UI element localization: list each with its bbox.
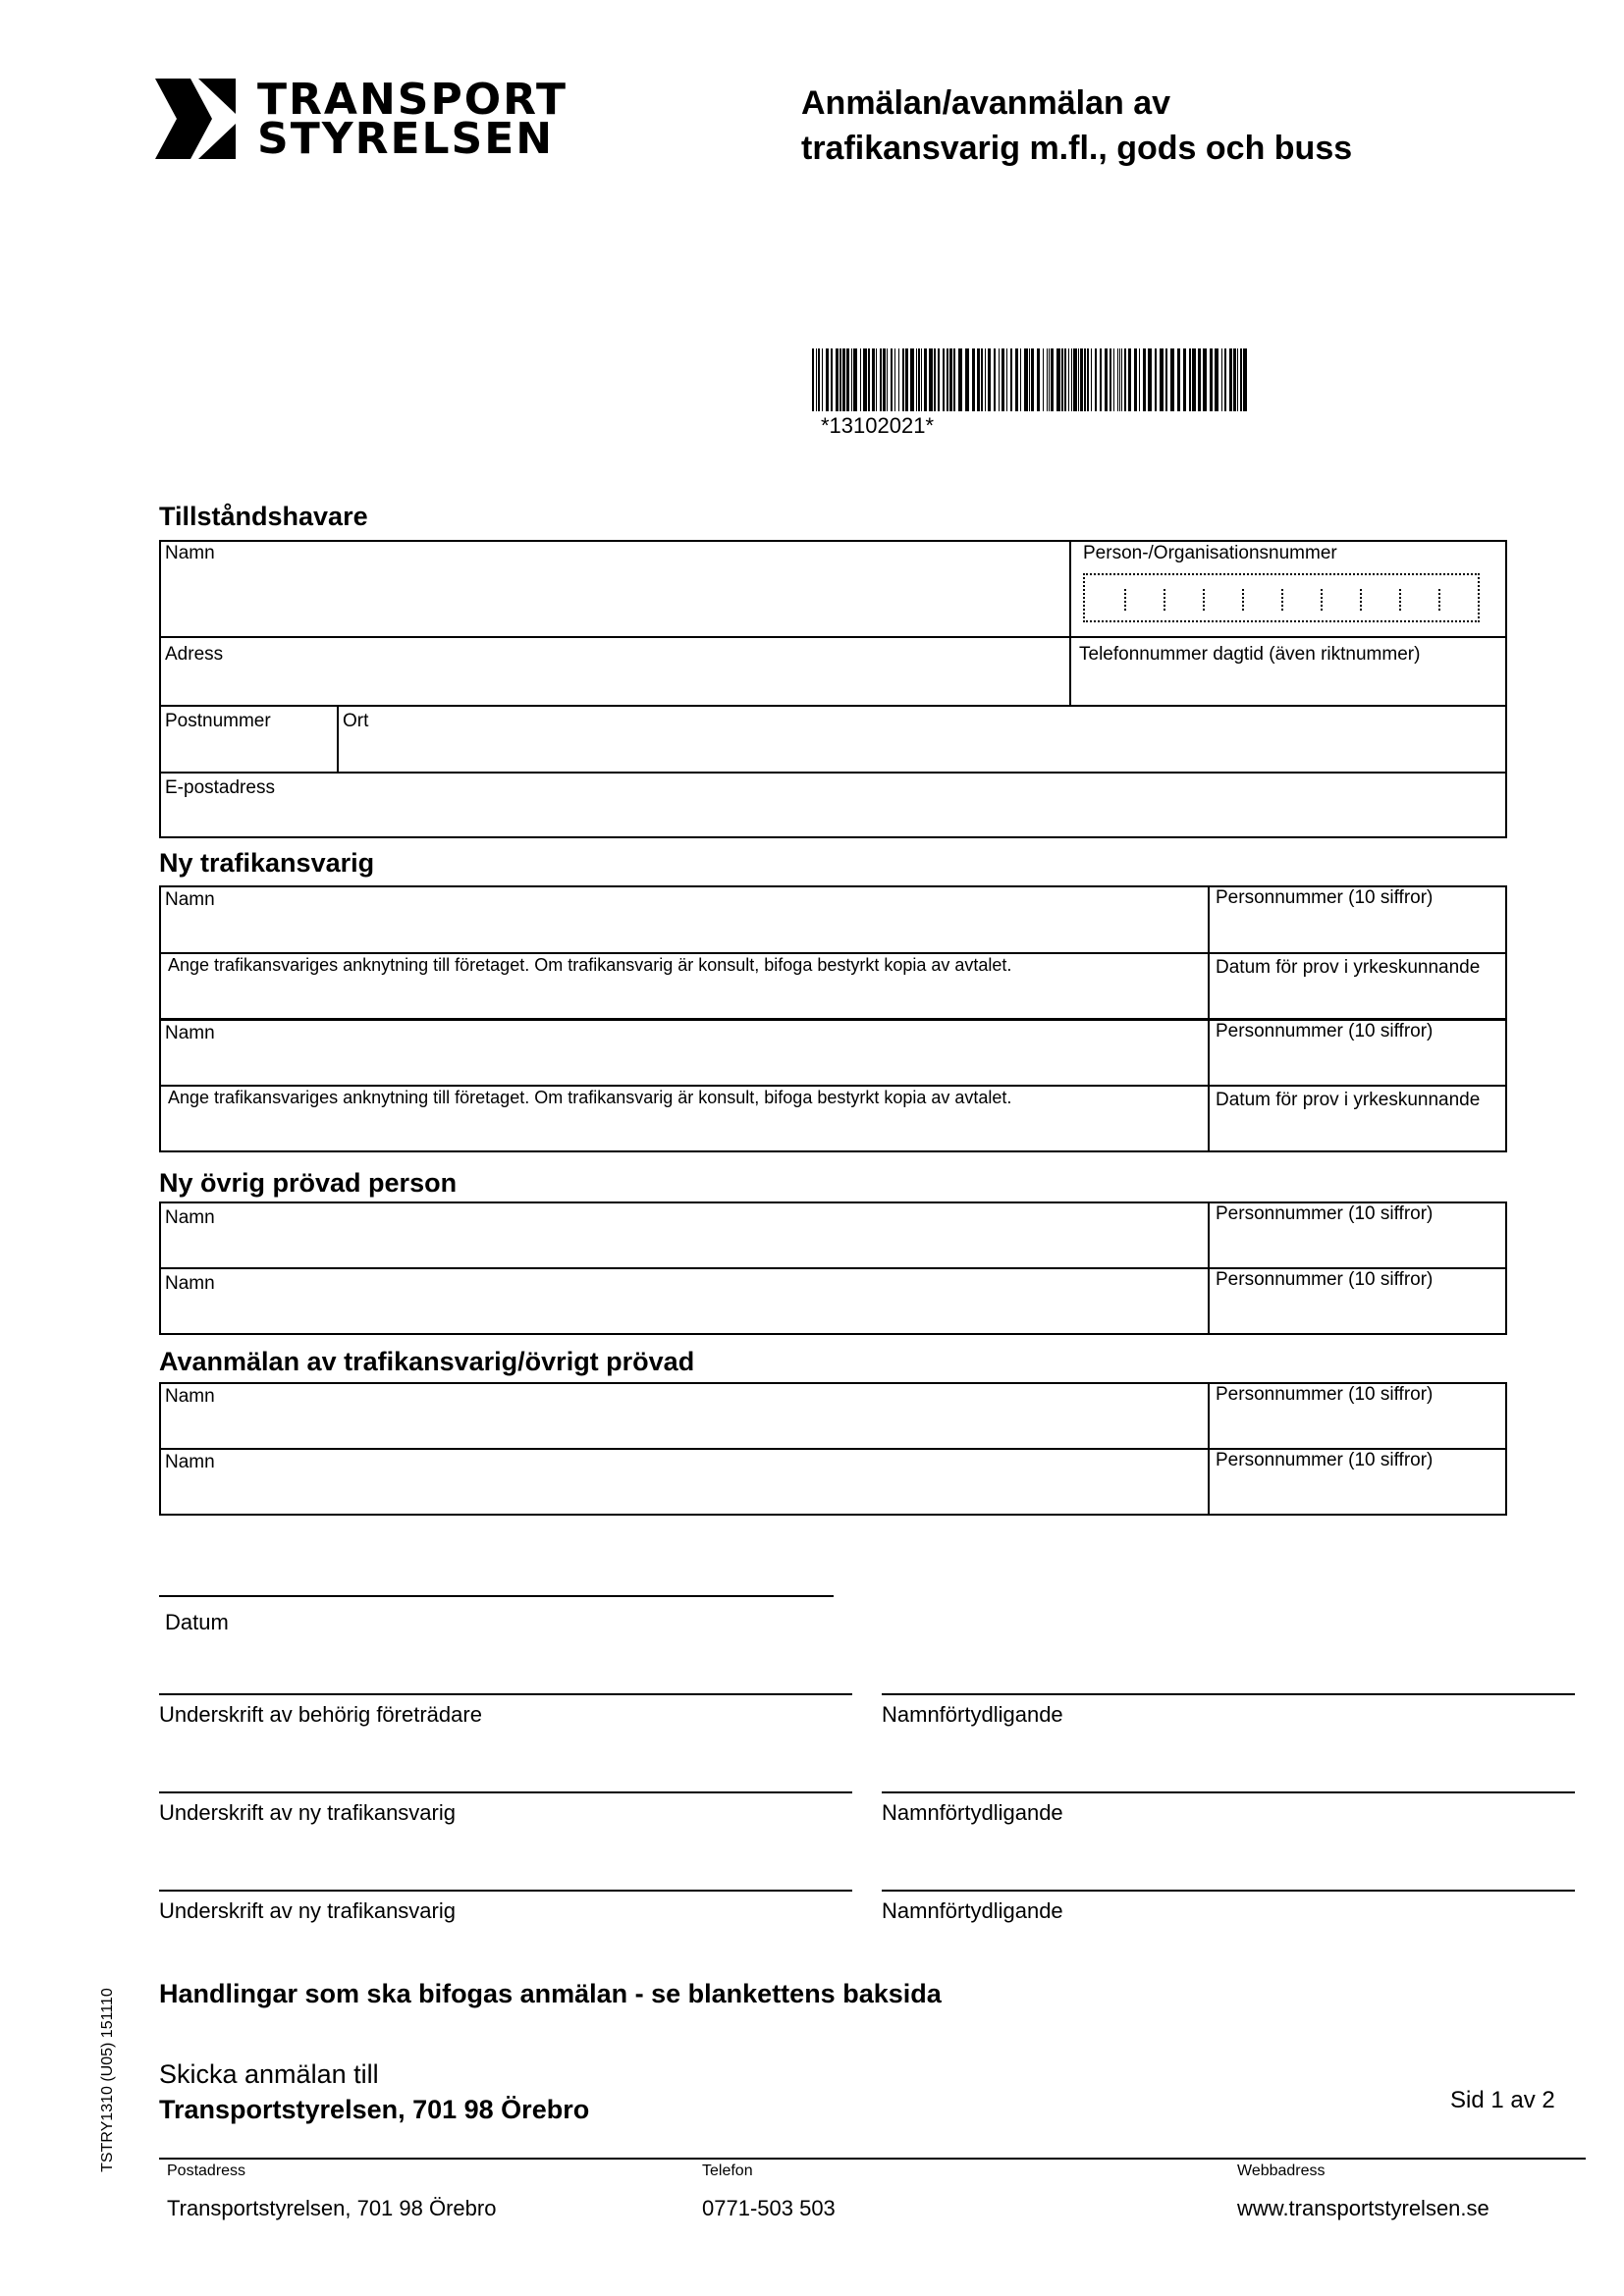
section-title-ny-trafikansvarig: Ny trafikansvarig xyxy=(159,848,375,878)
form-code: TSTRY1310 (U05) 151110 xyxy=(99,1988,116,2172)
postadress-value: Transportstyrelsen, 701 98 Örebro xyxy=(167,2196,497,2220)
webbadress-label: Webbadress xyxy=(1237,2163,1326,2179)
organisationsnummer-field[interactable] xyxy=(1071,542,1505,636)
digit-separator xyxy=(1164,589,1165,611)
avanmalan-1-personnummer-label: Personnummer (10 siffror) xyxy=(1216,1384,1434,1405)
form-title-line1: Anmälan/avanmälan av xyxy=(801,84,1171,122)
ny-ovrig-1-namn-label: Namn xyxy=(165,1207,215,1228)
ny-trafikansvarig-1-anknytning-field[interactable] xyxy=(161,954,1208,1018)
namn-label: Namn xyxy=(165,543,215,563)
ny-trafikansvarig-1-datum-prov-field[interactable] xyxy=(1210,954,1505,1018)
ny-ovrig-2-namn-label: Namn xyxy=(165,1273,215,1294)
ny-trafikansvarig-2-anknytning-label: Ange trafikansvariges anknytning till företaget. Om trafikansvarig är konsult, bifoga bestyrkt kopia av avtalet. xyxy=(168,1088,1012,1107)
telefon-field[interactable] xyxy=(1071,638,1505,705)
avanmalan-2-personnummer-label: Personnummer (10 siffror) xyxy=(1216,1450,1434,1470)
organisationsnummer-label: Person-/Organisationsnummer xyxy=(1083,543,1337,563)
namnfortydligande-1-line[interactable] xyxy=(882,1693,1575,1695)
handlingar-note: Handlingar som ska bifogas anmälan - se blankettens baksida xyxy=(159,1979,942,2008)
namnfortydligande-2-label: Namnförtydligande xyxy=(882,1800,1063,1825)
ny-ovrig-2-personnummer-field[interactable] xyxy=(1210,1269,1505,1333)
ny-trafikansvarig-2-datum-prov-label: Datum för prov i yrkeskunnande xyxy=(1216,1090,1481,1110)
avanmalan-1-namn-field[interactable] xyxy=(161,1384,1208,1448)
ny-trafikansvarig-1-personnummer-label: Personnummer (10 siffror) xyxy=(1216,887,1434,908)
ort-field[interactable] xyxy=(339,707,1505,772)
underskrift-ny-2-line[interactable] xyxy=(159,1890,852,1892)
ny-trafikansvarig-1-anknytning-label: Ange trafikansvariges anknytning till företaget. Om trafikansvarig är konsult, bifoga bestyrkt kopia av avtalet. xyxy=(168,955,1012,975)
page-number: Sid 1 av 2 xyxy=(1450,2087,1555,2113)
underskrift-ny-1-label: Underskrift av ny trafikansvarig xyxy=(159,1800,456,1825)
telefon-footer-label: Telefon xyxy=(702,2163,753,2179)
ny-trafikansvarig-2-datum-prov-field[interactable] xyxy=(1210,1087,1505,1150)
epost-field[interactable] xyxy=(161,774,1505,836)
ny-trafikansvarig-2-anknytning-field[interactable] xyxy=(161,1087,1208,1150)
digit-separator xyxy=(1321,589,1323,611)
digit-separator xyxy=(1203,589,1205,611)
avanmalan-2-namn-field[interactable] xyxy=(161,1450,1208,1514)
section-title-ny-ovrig-provad-person: Ny övrig prövad person xyxy=(159,1168,458,1198)
digit-separator xyxy=(1124,589,1126,611)
datum-line[interactable] xyxy=(159,1595,834,1597)
postnummer-field[interactable] xyxy=(161,707,337,772)
ny-trafikansvarig-2-personnummer-label: Personnummer (10 siffror) xyxy=(1216,1021,1434,1041)
ny-ovrig-1-namn-field[interactable] xyxy=(161,1203,1208,1267)
digit-separator xyxy=(1438,589,1440,611)
ny-ovrig-2-personnummer-label: Personnummer (10 siffror) xyxy=(1216,1269,1434,1290)
ny-ovrig-1-personnummer-label: Personnummer (10 siffror) xyxy=(1216,1203,1434,1224)
digit-separator xyxy=(1242,589,1244,611)
avanmalan-1-namn-label: Namn xyxy=(165,1386,215,1407)
adress-field[interactable] xyxy=(161,638,1069,705)
form-title-line2: trafikansvarig m.fl., gods och buss xyxy=(801,130,1353,167)
barcode-text: *13102021* xyxy=(821,413,935,438)
ny-trafikansvarig-1-namn-field[interactable] xyxy=(161,887,1208,952)
digit-separator xyxy=(1360,589,1362,611)
mottagare-adress: Transportstyrelsen, 701 98 Örebro xyxy=(159,2095,590,2124)
ny-trafikansvarig-1-datum-prov-label: Datum för prov i yrkeskunnande xyxy=(1216,957,1481,978)
namnfortydligande-3-line[interactable] xyxy=(882,1890,1575,1892)
namnfortydligande-3-label: Namnförtydligande xyxy=(882,1898,1063,1923)
section-title-avanmalan: Avanmälan av trafikansvarig/övrigt prövad xyxy=(159,1347,695,1376)
ny-trafikansvarig-2-namn-label: Namn xyxy=(165,1023,215,1043)
logo-mark-icon xyxy=(155,79,236,159)
ny-trafikansvarig-2-personnummer-field[interactable] xyxy=(1210,1021,1505,1085)
skicka-label: Skicka anmälan till xyxy=(159,2059,379,2089)
underskrift-foretradare-label: Underskrift av behörig företrädare xyxy=(159,1702,482,1727)
webbadress-value: www.transportstyrelsen.se xyxy=(1237,2196,1489,2220)
postnummer-label: Postnummer xyxy=(165,711,271,731)
namnfortydligande-1-label: Namnförtydligande xyxy=(882,1702,1063,1727)
logo-text-line1: TRANSPORT xyxy=(257,75,568,125)
ny-trafikansvarig-1-namn-label: Namn xyxy=(165,889,215,910)
ny-trafikansvarig-2-namn-field[interactable] xyxy=(161,1021,1208,1085)
digit-separator xyxy=(1399,589,1401,611)
avanmalan-2-namn-label: Namn xyxy=(165,1452,215,1472)
avanmalan-2-personnummer-field[interactable] xyxy=(1210,1450,1505,1514)
ort-label: Ort xyxy=(343,711,369,731)
adress-label: Adress xyxy=(165,644,224,665)
underskrift-ny-2-label: Underskrift av ny trafikansvarig xyxy=(159,1898,456,1923)
epost-label: E-postadress xyxy=(165,777,275,798)
avanmalan-1-personnummer-field[interactable] xyxy=(1210,1384,1505,1448)
logo-text-line2: STYRELSEN xyxy=(257,114,555,164)
underskrift-foretradare-line[interactable] xyxy=(159,1693,852,1695)
organisationsnummer-digit-boxes xyxy=(1083,573,1480,622)
section-title-tillstandshavare: Tillståndshavare xyxy=(159,502,368,531)
namn-field[interactable] xyxy=(161,542,1069,636)
footer-divider xyxy=(159,2158,1586,2160)
barcode xyxy=(812,348,1252,411)
ny-ovrig-1-personnummer-field[interactable] xyxy=(1210,1203,1505,1267)
digit-separator xyxy=(1281,589,1283,611)
datum-label: Datum xyxy=(165,1610,229,1634)
ny-ovrig-2-namn-field[interactable] xyxy=(161,1269,1208,1333)
underskrift-ny-1-line[interactable] xyxy=(159,1791,852,1793)
telefon-footer-value: 0771-503 503 xyxy=(702,2196,836,2220)
ny-trafikansvarig-1-personnummer-field[interactable] xyxy=(1210,887,1505,952)
telefon-label: Telefonnummer dagtid (även riktnummer) xyxy=(1079,644,1421,665)
postadress-label: Postadress xyxy=(167,2163,246,2179)
namnfortydligande-2-line[interactable] xyxy=(882,1791,1575,1793)
